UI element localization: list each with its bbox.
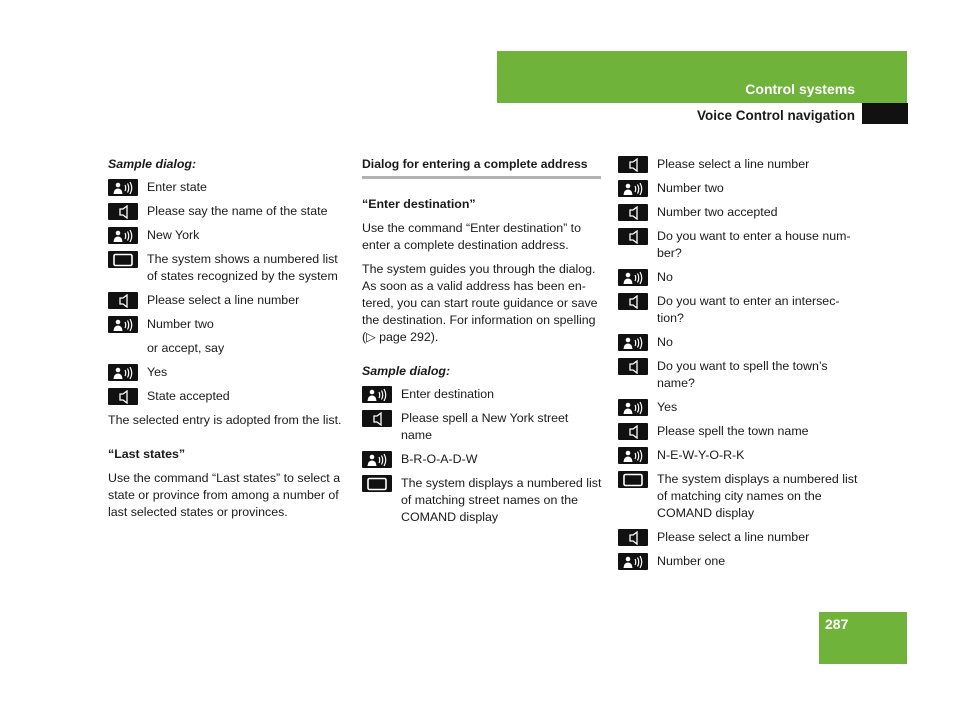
section-tab-marker [862,103,908,124]
dialog-row [618,447,858,464]
dialog-text: Please select a line number [657,157,810,171]
last-states-text: Use the command “Last states” to select a state or province from among a number of last selected states or provinces. [108,471,341,519]
sample-dialog-heading: Sample dialog: [108,157,197,171]
speaker-icon [618,423,648,440]
speaking-person-icon [108,179,138,196]
speaker-icon [618,358,648,375]
speaker-icon [618,204,648,221]
dialog-row [108,388,348,405]
speaking-person-icon [618,334,648,351]
speaking-person-icon [362,386,392,403]
speaker-icon [618,156,648,173]
dialog-list [618,156,858,570]
speaker-icon [618,293,648,310]
dialog-row [618,358,858,392]
column-1 [108,156,348,521]
dialog-row [618,471,858,522]
speaking-person-icon [108,227,138,244]
speaking-person-icon [108,364,138,381]
page-number-box [819,612,907,664]
or-accept-text: or accept, say [147,341,225,355]
dialog-row [108,179,348,196]
enter-destination-heading: “Enter destination” [362,197,476,211]
speaker-icon [108,388,138,405]
dialog-row [362,386,602,403]
section-title: Control systems [745,81,855,97]
header-bar [497,51,907,103]
dialog-text: Enter destination [401,387,494,401]
page-number: 287 [825,616,849,632]
speaking-person-icon [618,399,648,416]
dialog-text: State accepted [147,389,230,403]
dialog-list [362,386,602,526]
dialog-row [618,269,858,286]
page-subtitle: Voice Control navigation [696,108,855,123]
dialog-row [108,203,348,220]
display-icon [362,475,392,492]
display-icon [618,471,648,488]
enter-destination-text: Use the command “Enter destination” to enter a complete destination address. [362,221,582,252]
dialog-row [618,156,858,173]
dialog-text: Number two accepted [657,205,778,219]
dialog-text: Yes [657,400,678,414]
dialog-text: N-E-W-Y-O-R-K [657,448,745,462]
dialog-text: The system displays a numbered list of matching street names on the COMAND display [401,476,602,524]
speaker-icon [618,529,648,546]
dialog-text: B-R-O-A-D-W [401,452,478,466]
dialog-text: The system displays a numbered list of matching city names on the COMAND display [657,472,858,520]
dialog-row [108,292,348,309]
dialog-text: Enter state [147,180,207,194]
dialog-text: Please spell the town name [657,424,809,438]
dialog-row [108,316,348,333]
dialog-row [618,399,858,416]
dialog-row [618,204,858,221]
dialog-row [362,451,602,468]
dialog-row [618,293,858,327]
guidance-text: The system guides you through the dialog. As soon as a valid address has been en-tered, you can start route guidance or save the destination. For information on spelling (▷ page 292). [362,262,598,344]
dialog-row [108,227,348,244]
dialog-row [108,251,348,285]
speaking-person-icon [108,316,138,333]
dialog-text: Number two [657,181,724,195]
dialog-list [108,364,348,405]
dialog-row [618,334,858,351]
speaker-icon [108,292,138,309]
column-2 [362,156,602,533]
dialog-text: Please select a line number [147,293,300,307]
last-states-heading: “Last states” [108,447,186,461]
dialog-text: Please spell a New York street name [401,411,569,442]
dialog-row [618,228,858,262]
speaker-icon [362,410,392,427]
dialog-row [618,553,858,570]
speaking-person-icon [618,180,648,197]
dialog-text: Please say the name of the state [147,204,328,218]
speaking-person-icon [618,553,648,570]
speaker-icon [108,203,138,220]
dialog-row [618,423,858,440]
column-3 [618,156,858,577]
dialog-row [618,529,858,546]
dialog-row [362,410,602,444]
dialog-row [618,180,858,197]
dialog-text: Do you want to spell the town’s name? [657,359,828,390]
dialog-text: Do you want to enter an intersec-tion? [657,294,840,325]
dialog-text: The system shows a numbered list of states recognized by the system [147,252,338,283]
dialog-row [108,364,348,381]
dialog-text: Number one [657,554,726,568]
dialog-text: Do you want to enter a house num-ber? [657,229,851,260]
dialog-text: No [657,335,673,349]
adopted-text: The selected entry is adopted from the list. [108,413,342,427]
dialog-list [108,179,348,333]
dialog-text: New York [147,228,200,242]
sample-dialog-heading: Sample dialog: [362,364,451,378]
address-dialog-heading: Dialog for entering a complete address [362,156,601,179]
speaking-person-icon [362,451,392,468]
speaking-person-icon [618,447,648,464]
dialog-text: Number two [147,317,214,331]
display-icon [108,251,138,268]
dialog-row [362,475,602,526]
dialog-text: Please select a line number [657,530,810,544]
dialog-text: No [657,270,673,284]
dialog-text: Yes [147,365,168,379]
speaking-person-icon [618,269,648,286]
speaker-icon [618,228,648,245]
